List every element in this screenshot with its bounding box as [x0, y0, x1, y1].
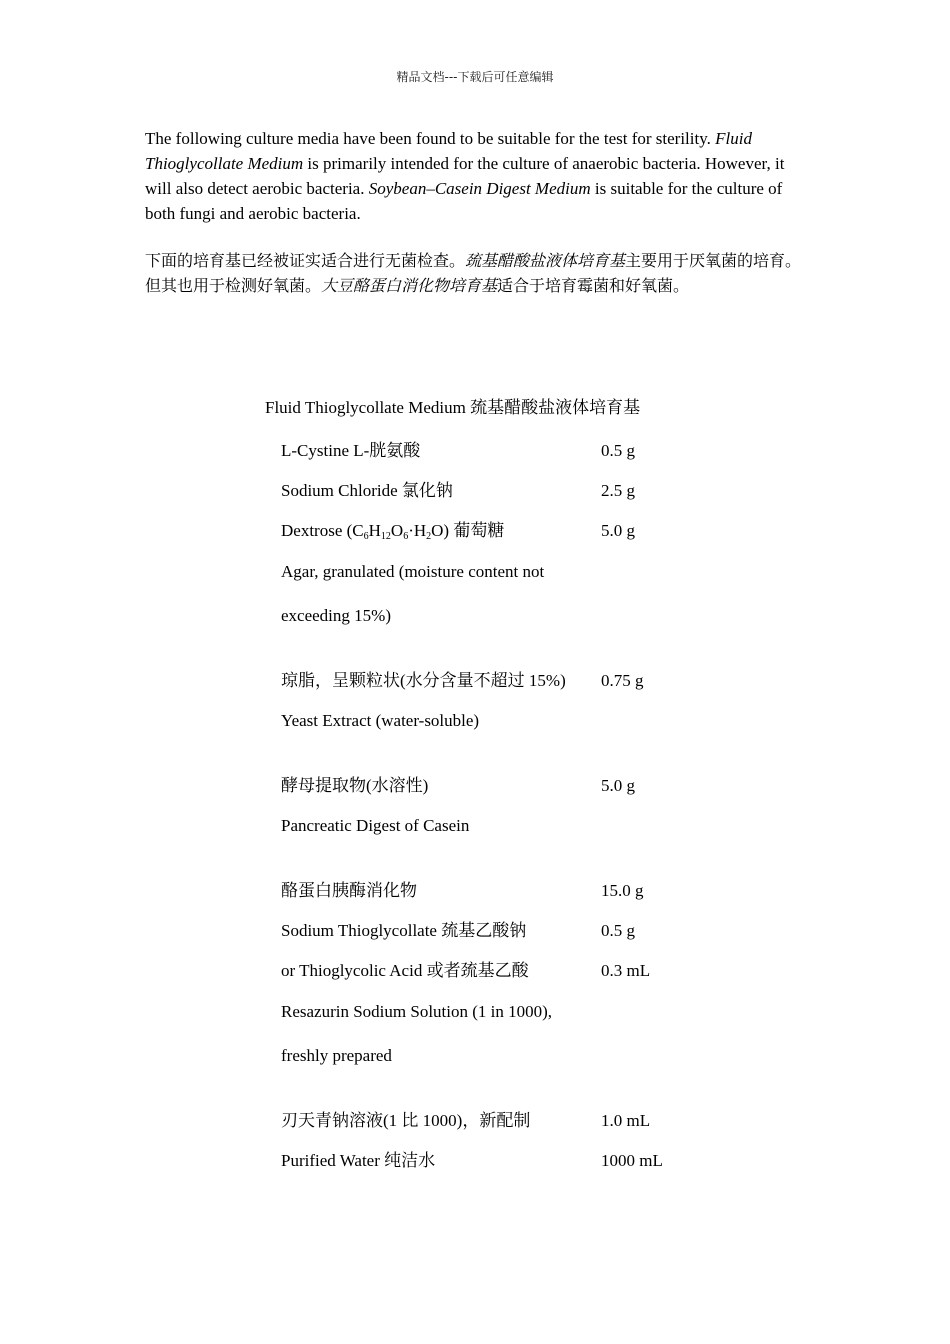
ingredient-sodium-chloride: Sodium Chloride 氯化钠: [281, 481, 453, 500]
amount-sodium-thioglycollate: 0.5 g: [601, 921, 635, 940]
ingredient-sodium-thioglycollate: Sodium Thioglycollate 巯基乙酸钠: [281, 921, 527, 940]
amount-resazurin: 1.0 mL: [601, 1111, 651, 1130]
amount-yeast-extract: 5.0 g: [601, 776, 635, 795]
fluid-medium-name: Fluid Thioglycollate Medium: [145, 129, 752, 173]
amount-dextrose: 5.0 g: [601, 521, 635, 540]
ingredient-purified-water: Purified Water 纯洁水: [281, 1151, 436, 1170]
intro-text: 下面的培育基已经被证实适合进行无菌检查。: [145, 251, 466, 270]
ingredient-thioglycolic-acid: or Thioglycolic Acid 或者巯基乙酸: [281, 961, 529, 980]
ingredient-resazurin-cont: freshly prepared: [281, 1046, 392, 1065]
amount-sodium-chloride: 2.5 g: [601, 481, 635, 500]
ingredient-resazurin: Resazurin Sodium Solution (1 in 1000),: [281, 1002, 553, 1021]
fluid-medium-name: 巯基醋酸盐液体培育基: [465, 251, 626, 270]
intro-text: The following culture media have been found to be suitable for the test for sterility.: [145, 129, 716, 148]
intro-paragraph-chinese: [145, 248, 805, 298]
ingredient-casein-digest-chinese: 酪蛋白胰酶消化物: [281, 881, 417, 900]
amount-thioglycolic-acid: 0.3 mL: [601, 961, 651, 980]
ingredient-casein-digest: Pancreatic Digest of Casein: [281, 816, 470, 835]
soybean-medium-name: 大豆酪蛋白消化物培育基: [321, 276, 498, 295]
ingredient-agar-cont: exceeding 15%): [281, 606, 391, 625]
ingredient-agar: Agar, granulated (moisture content not: [281, 562, 545, 581]
medium-title: Fluid Thioglycollate Medium 巯基醋酸盐液体培育基: [265, 398, 641, 417]
intro-paragraph-english: [145, 126, 805, 226]
amount-purified-water: 1000 mL: [601, 1151, 663, 1170]
page-header: 精品文档---下载后可任意编辑: [396, 70, 554, 84]
ingredient-cystine: L-Cystine L-胱氨酸: [281, 441, 421, 460]
intro-text: is suitable for the culture of both fungi and aerobic bacteria.: [145, 179, 783, 223]
intro-text: 主要用于厌氧菌的培育。但其也用于检测好氧菌。: [145, 251, 802, 295]
intro-text: 适合于培育霉菌和好氧菌。: [497, 276, 690, 295]
amount-casein-digest: 15.0 g: [601, 881, 644, 900]
ingredient-dextrose: Dextrose $(C_6H_{12}O_6\cdot H_2O)$ 葡萄糖: [281, 521, 505, 542]
amount-cystine: 0.5 g: [601, 441, 635, 460]
ingredient-agar-chinese: 琼脂，呈颗粒状(水分含量不超过 15%): [281, 671, 566, 690]
ingredient-yeast-extract-chinese: 酵母提取物(水溶性): [281, 776, 429, 795]
ingredient-yeast-extract: Yeast Extract (water-soluble): [281, 711, 480, 730]
amount-agar: 0.75 g: [601, 671, 644, 690]
intro-text: is primarily intended for the culture of anaerobic bacteria. However, it will also detect aerobic bacteria.: [145, 154, 785, 198]
ingredient-resazurin-chinese: 刃天青钠溶液(1 比 1000)，新配制: [281, 1111, 531, 1130]
soybean-medium-name: Soybean–Casein Digest Medium: [368, 179, 591, 198]
